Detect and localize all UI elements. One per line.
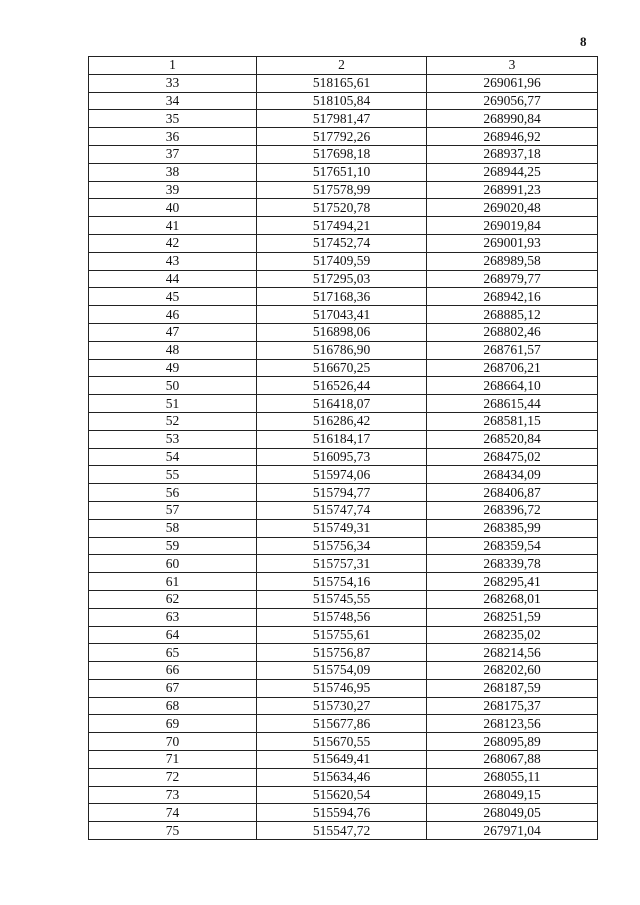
cell-point-number: 45 (89, 288, 257, 306)
table-header-row (89, 57, 598, 75)
table-row (89, 537, 598, 555)
table-row (89, 519, 598, 537)
cell-x-coordinate: 516526,44 (257, 377, 427, 395)
cell-x-coordinate: 517698,18 (257, 145, 427, 163)
cell-y-coordinate: 268095,89 (427, 733, 598, 751)
cell-point-number: 72 (89, 768, 257, 786)
cell-y-coordinate: 268520,84 (427, 430, 598, 448)
cell-x-coordinate: 515754,16 (257, 573, 427, 591)
table-row (89, 626, 598, 644)
cell-point-number: 55 (89, 466, 257, 484)
cell-point-number: 56 (89, 484, 257, 502)
cell-point-number: 67 (89, 679, 257, 697)
cell-point-number: 34 (89, 92, 257, 110)
cell-point-number: 43 (89, 252, 257, 270)
cell-x-coordinate: 517520,78 (257, 199, 427, 217)
cell-x-coordinate: 517981,47 (257, 110, 427, 128)
table-row (89, 412, 598, 430)
table-row (89, 288, 598, 306)
cell-y-coordinate: 268251,59 (427, 608, 598, 626)
cell-x-coordinate: 516095,73 (257, 448, 427, 466)
table-row (89, 733, 598, 751)
cell-y-coordinate: 268989,58 (427, 252, 598, 270)
cell-x-coordinate: 515756,34 (257, 537, 427, 555)
cell-point-number: 35 (89, 110, 257, 128)
cell-y-coordinate: 268979,77 (427, 270, 598, 288)
cell-y-coordinate: 268396,72 (427, 501, 598, 519)
cell-y-coordinate: 269020,48 (427, 199, 598, 217)
cell-y-coordinate: 269019,84 (427, 217, 598, 235)
cell-point-number: 47 (89, 323, 257, 341)
cell-y-coordinate: 268581,15 (427, 412, 598, 430)
cell-y-coordinate: 268175,37 (427, 697, 598, 715)
table-row (89, 217, 598, 235)
cell-x-coordinate: 517494,21 (257, 217, 427, 235)
table-row (89, 341, 598, 359)
table-row (89, 608, 598, 626)
cell-y-coordinate: 268944,25 (427, 163, 598, 181)
table-row (89, 466, 598, 484)
cell-y-coordinate: 268049,05 (427, 804, 598, 822)
cell-y-coordinate: 268268,01 (427, 590, 598, 608)
table-row (89, 306, 598, 324)
cell-y-coordinate: 268990,84 (427, 110, 598, 128)
cell-x-coordinate: 516418,07 (257, 395, 427, 413)
cell-point-number: 66 (89, 662, 257, 680)
cell-x-coordinate: 516670,25 (257, 359, 427, 377)
cell-point-number: 39 (89, 181, 257, 199)
cell-point-number: 68 (89, 697, 257, 715)
cell-x-coordinate: 515677,86 (257, 715, 427, 733)
cell-point-number: 75 (89, 822, 257, 840)
cell-point-number: 50 (89, 377, 257, 395)
cell-y-coordinate: 268406,87 (427, 484, 598, 502)
table-row (89, 430, 598, 448)
cell-y-coordinate: 268937,18 (427, 145, 598, 163)
cell-point-number: 53 (89, 430, 257, 448)
table-row (89, 555, 598, 573)
cell-x-coordinate: 516184,17 (257, 430, 427, 448)
cell-point-number: 62 (89, 590, 257, 608)
cell-y-coordinate: 268295,41 (427, 573, 598, 591)
table-row (89, 323, 598, 341)
cell-x-coordinate: 515754,09 (257, 662, 427, 680)
cell-y-coordinate: 268885,12 (427, 306, 598, 324)
cell-point-number: 65 (89, 644, 257, 662)
cell-point-number: 71 (89, 751, 257, 769)
cell-x-coordinate: 515974,06 (257, 466, 427, 484)
column-header-x: 2 (257, 57, 427, 75)
cell-point-number: 74 (89, 804, 257, 822)
cell-y-coordinate: 268055,11 (427, 768, 598, 786)
cell-x-coordinate: 515755,61 (257, 626, 427, 644)
cell-y-coordinate: 267971,04 (427, 822, 598, 840)
table-row (89, 128, 598, 146)
page-number: 8 (580, 34, 587, 49)
table-row (89, 822, 598, 840)
cell-x-coordinate: 515749,31 (257, 519, 427, 537)
table-row (89, 270, 598, 288)
cell-point-number: 42 (89, 234, 257, 252)
cell-y-coordinate: 268214,56 (427, 644, 598, 662)
cell-x-coordinate: 515730,27 (257, 697, 427, 715)
cell-point-number: 48 (89, 341, 257, 359)
coordinates-table (88, 56, 598, 840)
cell-x-coordinate: 517168,36 (257, 288, 427, 306)
cell-point-number: 59 (89, 537, 257, 555)
cell-point-number: 52 (89, 412, 257, 430)
table-row (89, 662, 598, 680)
cell-point-number: 33 (89, 74, 257, 92)
cell-x-coordinate: 515620,54 (257, 786, 427, 804)
cell-y-coordinate: 268123,56 (427, 715, 598, 733)
cell-x-coordinate: 515748,56 (257, 608, 427, 626)
table-row (89, 181, 598, 199)
cell-y-coordinate: 268339,78 (427, 555, 598, 573)
cell-y-coordinate: 268187,59 (427, 679, 598, 697)
table-row (89, 715, 598, 733)
table-row (89, 199, 598, 217)
cell-x-coordinate: 517295,03 (257, 270, 427, 288)
table-row (89, 751, 598, 769)
cell-x-coordinate: 518165,61 (257, 74, 427, 92)
table-row (89, 74, 598, 92)
cell-x-coordinate: 518105,84 (257, 92, 427, 110)
cell-x-coordinate: 515649,41 (257, 751, 427, 769)
table-row (89, 110, 598, 128)
cell-y-coordinate: 268991,23 (427, 181, 598, 199)
cell-point-number: 61 (89, 573, 257, 591)
table-row (89, 395, 598, 413)
cell-y-coordinate: 268434,09 (427, 466, 598, 484)
cell-y-coordinate: 268049,15 (427, 786, 598, 804)
cell-x-coordinate: 517452,74 (257, 234, 427, 252)
cell-point-number: 46 (89, 306, 257, 324)
cell-y-coordinate: 269056,77 (427, 92, 598, 110)
cell-y-coordinate: 268475,02 (427, 448, 598, 466)
cell-x-coordinate: 515745,55 (257, 590, 427, 608)
table-row (89, 573, 598, 591)
table-row (89, 234, 598, 252)
table-row (89, 644, 598, 662)
cell-y-coordinate: 268615,44 (427, 395, 598, 413)
cell-x-coordinate: 515634,46 (257, 768, 427, 786)
cell-y-coordinate: 268942,16 (427, 288, 598, 306)
cell-x-coordinate: 516898,06 (257, 323, 427, 341)
table-row (89, 145, 598, 163)
column-header-point-number: 1 (89, 57, 257, 75)
cell-point-number: 57 (89, 501, 257, 519)
cell-x-coordinate: 515757,31 (257, 555, 427, 573)
cell-y-coordinate: 268664,10 (427, 377, 598, 395)
table-row (89, 252, 598, 270)
cell-y-coordinate: 269061,96 (427, 74, 598, 92)
cell-x-coordinate: 515746,95 (257, 679, 427, 697)
cell-x-coordinate: 516286,42 (257, 412, 427, 430)
cell-y-coordinate: 268202,60 (427, 662, 598, 680)
cell-x-coordinate: 517792,26 (257, 128, 427, 146)
table-row (89, 484, 598, 502)
cell-point-number: 44 (89, 270, 257, 288)
cell-x-coordinate: 515756,87 (257, 644, 427, 662)
cell-y-coordinate: 268761,57 (427, 341, 598, 359)
cell-point-number: 40 (89, 199, 257, 217)
cell-x-coordinate: 517651,10 (257, 163, 427, 181)
cell-x-coordinate: 515594,76 (257, 804, 427, 822)
cell-y-coordinate: 268067,88 (427, 751, 598, 769)
table-row (89, 448, 598, 466)
cell-x-coordinate: 515747,74 (257, 501, 427, 519)
cell-point-number: 64 (89, 626, 257, 644)
cell-y-coordinate: 269001,93 (427, 234, 598, 252)
table-row (89, 679, 598, 697)
table-row (89, 92, 598, 110)
cell-point-number: 60 (89, 555, 257, 573)
table-row (89, 590, 598, 608)
cell-x-coordinate: 517578,99 (257, 181, 427, 199)
cell-point-number: 73 (89, 786, 257, 804)
cell-y-coordinate: 268706,21 (427, 359, 598, 377)
table-row (89, 163, 598, 181)
table-row (89, 768, 598, 786)
cell-point-number: 49 (89, 359, 257, 377)
table-body (89, 74, 598, 839)
cell-y-coordinate: 268235,02 (427, 626, 598, 644)
column-header-y: 3 (427, 57, 598, 75)
cell-y-coordinate: 268802,46 (427, 323, 598, 341)
table-row (89, 786, 598, 804)
cell-point-number: 38 (89, 163, 257, 181)
cell-point-number: 54 (89, 448, 257, 466)
table-row (89, 501, 598, 519)
cell-x-coordinate: 517043,41 (257, 306, 427, 324)
cell-point-number: 70 (89, 733, 257, 751)
table-row (89, 804, 598, 822)
cell-x-coordinate: 515547,72 (257, 822, 427, 840)
cell-y-coordinate: 268359,54 (427, 537, 598, 555)
cell-point-number: 41 (89, 217, 257, 235)
table-row (89, 377, 598, 395)
cell-x-coordinate: 515794,77 (257, 484, 427, 502)
table-row (89, 359, 598, 377)
table-row (89, 697, 598, 715)
cell-x-coordinate: 515670,55 (257, 733, 427, 751)
cell-point-number: 51 (89, 395, 257, 413)
cell-x-coordinate: 517409,59 (257, 252, 427, 270)
cell-point-number: 69 (89, 715, 257, 733)
cell-point-number: 37 (89, 145, 257, 163)
cell-y-coordinate: 268946,92 (427, 128, 598, 146)
cell-y-coordinate: 268385,99 (427, 519, 598, 537)
cell-point-number: 36 (89, 128, 257, 146)
cell-x-coordinate: 516786,90 (257, 341, 427, 359)
cell-point-number: 63 (89, 608, 257, 626)
cell-point-number: 58 (89, 519, 257, 537)
